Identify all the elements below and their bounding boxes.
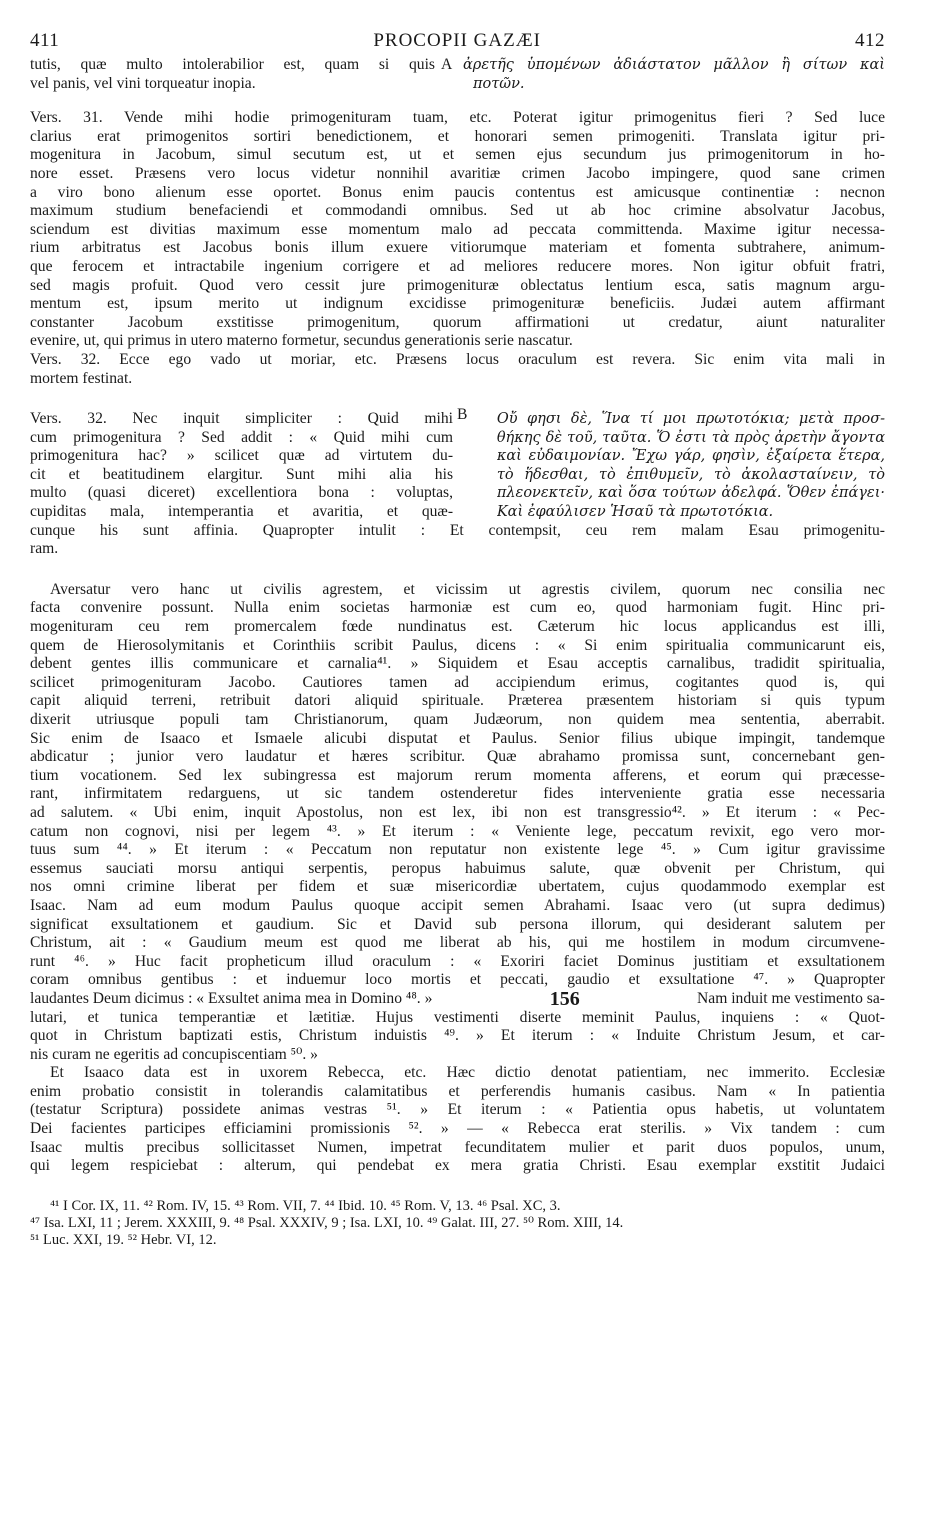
text-line: Vers. 31. Vende mihi hodie primogenituram tuam, etc. Poterat igitur primogenitus fieri ? Sed luce — [30, 109, 885, 127]
text-line: rium arbitratus est Jacobus bonis illum exuere vitiorumque materiam et fomenta subtrahere, animum- — [30, 239, 885, 257]
text-line: constanter Jacobum exstitisse primogenitum, quorum affirmationi ut credatur, aiunt naturaliter — [30, 313, 885, 331]
greek-line: καὶ εὐδαιμονίαν. Ἔχω γάρ, φησὶν, ἐξαίρετα ἕτερα, — [496, 448, 885, 465]
top-greek-line: ἀρετῆς ὑπομένων ἀδιάστατον μᾶλλον ἢ σίτων καὶ — [463, 57, 885, 73]
text-line: significat exsultationem et gaudium. Sic et David sub persona illorum, qui desiderant salutem per — [30, 915, 885, 933]
vers-32a-paragraph — [30, 351, 885, 388]
top-greek-column — [463, 56, 885, 93]
text-line: sciendum est divitias maximum esse momentum malo ad peccata committenda. Maxime igitur necessa- — [30, 220, 885, 238]
latin-line: primogenitura hac? » scilicet quæ ad virtutem du- — [30, 447, 454, 465]
footnote-line: ⁵¹ Luc. XXI, 19. ⁵² Hebr. VI, 12. — [30, 1231, 217, 1248]
greek-line: Οὔ φησι δὲ, Ἵνα τί μοι πρωτοτόκια; μετὰ προσ- — [496, 411, 885, 428]
text-line: coram omnibus gentibus : et induemur loco mortis et peccati, gaudio et exsultatione ⁴⁷. » Quapropter — [30, 971, 885, 989]
top-latin-line: tutis, quæ multo intolerabilior est, quam si quis — [30, 56, 435, 73]
latin-line: Vers. 32. Nec inquit simpliciter : Quid mihi — [30, 410, 454, 428]
greek-line: πλεονεκτεῖν, καὶ ὅσα τούτων ἀδελφά. Ὅθεν ἐπάγει· — [496, 485, 885, 502]
text-line: (testatur Scriptura) possidete animas vestras ⁵¹. » Et iterum : « Patientia opus habetis, ut voluntatem — [30, 1101, 885, 1119]
text-line: nos omni crimine liberat per fidem et suæ misericordiæ ubertatem, cujus quodammodo exemplar est — [30, 878, 885, 896]
text-line: quot in Christum baptizati estis, Christum induistis ⁴⁹. » Et iterum : « Induite Christum Jesum, et car- — [30, 1027, 885, 1045]
text-line: a viro bono alienum esse oportet. Bonus enim paucis contentus est amicusque continentiæ : necnon — [30, 183, 885, 201]
latin-line: multo (quasi diceret) excellentiora bona : voluptas, — [30, 484, 454, 502]
text-line: nis curam ne egeritis ad concupiscentiam ⁵⁰. » — [30, 1045, 318, 1063]
column-marker-b: B — [457, 406, 468, 424]
text-line: Christum, ait : « Gaudium meum est quod me liberat ab his, qui me hostilem in modum circumvene- — [30, 934, 885, 952]
page-number-left: 411 — [30, 30, 60, 51]
text-line: ad salutem. « Ubi enim, inquit Apostolus, non est lex, ibi non est transgressio⁴². » Et iterum : « Pec- — [30, 803, 885, 821]
top-parallel-text — [30, 56, 885, 93]
top-latin-column — [30, 56, 435, 93]
text-line: rant, infirmitatem redarguens, ut sic tandem ostenderetur fides interveniente gratia esse necessaria — [30, 785, 885, 803]
text-fragment: Nam induit me vestimento sa- — [697, 989, 885, 1007]
latin-line: cum primogenitura ? Sed addit : « Quid mihi cum — [30, 428, 454, 446]
text-line: qui legem respiciebat : alterum, qui pendebat ex mera gratia Christi. Esau exemplar exstitit Judaici — [30, 1157, 885, 1175]
text-line: que ferocem et intractabile ingenium corrigere et ad meliores reducere mores. Non igitur obfuit fratri, — [30, 257, 885, 275]
text-line: Dei facientes participes efficiamini promissionis ⁵². » — « Rebecca erat sterilis. » Vix tandem : cum — [30, 1120, 885, 1138]
text-line: ram. — [30, 540, 59, 558]
footnote-line: ⁴¹ I Cor. IX, 11. ⁴² Rom. IV, 15. ⁴³ Rom. VII, 7. ⁴⁴ Ibid. 10. ⁴⁵ Rom. V, 13. ⁴⁶ Psal. XC, 3. — [50, 1197, 561, 1214]
text-line: capit aliquid terreni, retribuit datori aliquid spirituale. Præterea præsentem historiam si quis typum — [30, 692, 885, 710]
running-title: PROCOPII GAZÆI — [373, 30, 541, 51]
vers-32b-parallel-text — [30, 406, 885, 522]
text-line: runt ⁴⁶. » Huc facit propheticum illud oraculum : « Exoriri faciet Dominus justitiam et exsultationem — [30, 952, 885, 970]
text-line: evenire, ut, qui primus in utero materno formetur, secundus generationis serie nascatur. — [30, 332, 573, 350]
column-marker-a: A — [441, 56, 453, 73]
text-line: Isaac. Nam ad eum modum Paulus quoque accipit semen Abrahami. Isaac vero (ut supra dedimus) — [30, 896, 885, 914]
text-line: mogenituram ceu rem promercalem fœde nundinatus est. Cæterum hic locus applicandus est illi, — [30, 618, 885, 636]
latin-line: cupiditas mala, intemperantia et avaritia, et quæ- — [30, 503, 454, 521]
latin-column — [30, 410, 453, 522]
text-line: clarius erat primogenitos sortiri benedictionem, et honorari semen primogeniti. Translata igitur pri- — [30, 127, 885, 145]
vers-31-paragraph — [30, 109, 885, 351]
text-line: tium vocationem. Sed lex subingressa est majorum rerum momenta afferens, et eorum qui præcesse- — [30, 766, 885, 784]
text-line: Sic enim de Isaaco et Ismaele alicubi disputat et Paulus. Senior filius ubique impingit, tandemque — [30, 729, 885, 747]
text-line-with-column-number — [30, 990, 885, 1009]
footnote-line: ⁴⁷ Isa. LXI, 11 ; Jerem. XXXIII, 9. ⁴⁸ Psal. XXXIV, 9 ; Isa. LXI, 10. ⁴⁹ Galat. III, 27. ⁵⁰ Rom. XIII, 14. — [30, 1214, 624, 1231]
text-line: essemus sauciati morsu antiqui serpentis, peropus habuimus salute, quæ obvenit per Christum, qui — [30, 859, 885, 877]
text-line: facta convenire possunt. Nulla enim societas harmoniæ est cum eo, quod harmoniam fugit. Hinc pri- — [30, 599, 885, 617]
text-line: Vers. 32. Ecce ego vado ut moriar, etc. Præsens locus oraculum est revera. Sic enim vita mali in — [30, 350, 885, 368]
page — [30, 30, 885, 1249]
page-number-right: 412 — [855, 30, 885, 51]
text-line: quem de Hierosolymitanis et Corinthiis scribit Paulus, dicens : « Si enim spiritualia communicarunt eis, — [30, 636, 885, 654]
greek-line: Καὶ ἐφαύλισεν Ἡσαῦ τὰ πρωτοτόκια. — [496, 504, 774, 521]
body-paragraph — [30, 581, 885, 1064]
footnotes — [30, 1198, 885, 1249]
top-greek-line: ποτῶν. — [473, 75, 525, 92]
text-line: mortem festinat. — [30, 369, 133, 387]
greek-line: θήκης δὲ τοῦ, ταῦτα. Ὅ ἐστι τὰ πρὸς ἀρετὴν ἄγοντα — [496, 429, 885, 446]
greek-line: τὸ ἥδεσθαι, τὸ ἐπιθυμεῖν, τὸ ἀκολασταίνειν, τὸ — [496, 466, 885, 483]
text-line: dixerit utriusque populi tam Christianorum, quam Judæorum, non quidem mea sententia, aberrabit. — [30, 711, 885, 728]
text-line: Aversatur vero hanc ut civilis agrestem, et vicissim ut agrestis civilem, quorum nec consilia nec — [50, 580, 885, 598]
rebecca-paragraph — [30, 1064, 885, 1176]
text-line: nore esset. Præsens vero locus videtur nonnihil avaritiæ crimen Jacobo impingere, quod sane crimen — [30, 164, 885, 182]
page-header — [30, 30, 885, 56]
top-latin-line: vel panis, vel vini torqueatur inopia. — [30, 74, 256, 92]
text-line: debent gentes illis communicare et carnalia⁴¹. » Siquidem et Esau acceptis carnalibus, tradidit spiritualia, — [30, 655, 885, 673]
text-line: enim probatio consistit in tolerandis calamitatibus et perferendis humanis casibus. Nam « In patientia — [30, 1082, 885, 1100]
text-line: lutari, et tunica temperantiæ et lætitiæ. Hujus vestimenti diserte meminit Paulus, inquiens : « Quot- — [30, 1008, 885, 1026]
text-line: mogenitura in Jacobum, simul secutum est, ut et semen ejus secundum jus primogenitorum in ho- — [30, 146, 885, 164]
text-fragment: laudantes Deum dicimus : « Exsultet anima mea in Domino ⁴⁸. » — [30, 989, 433, 1007]
greek-column — [497, 410, 885, 522]
latin-line: cit et beatitudinem elargitur. Sunt mihi alia his — [30, 465, 454, 483]
vers-32b-tail — [30, 522, 885, 559]
text-line: maximum studium benefaciendi et commodandi omnibus. Sed ut ab hoc crimine absolvatur Jacobus, — [30, 202, 885, 220]
text-line: sed magis profuit. Quod vero cessit jure primogenituræ oblectatus lentium esca, satis magnum argu- — [30, 276, 885, 294]
text-line: mentum est, ipsum merito ut indignum excidisse primogenituræ beneficiis. Judæi autem affirmant — [30, 295, 885, 313]
text-line: Et Isaaco data est in uxorem Rebecca, etc. Hæc dictio denotat patientiam, nec immerito. Ecclesiæ — [50, 1064, 885, 1082]
text-line: scilicet primogenituram Jacobo. Cautiores tamen ad accipiendum erimus, cogitantes quod is, qui — [30, 673, 885, 691]
text-line: catum non cognovi, nisi per legem ⁴³. » Et iterum : « Veniente lege, peccatum revixit, ego vero mor- — [30, 822, 885, 840]
column-number: 156 — [549, 989, 580, 1009]
text-line: Isaac multis precibus sollicitasset Numen, impetrat fecunditatem mulier et parit duos populos, unum, — [30, 1138, 885, 1156]
text-line: cunque his sunt affinia. Quapropter intulit : Et contempsit, ceu rem malam Esau primogenitu- — [30, 521, 885, 539]
text-line: abdicatur ; junior vero laudatur et hæres scribitur. Quæ abrahamo promissa sunt, concernebant gen- — [30, 748, 885, 766]
text-line: tuus sum ⁴⁴. » Et iterum : « Peccatum non reputatur non existente lege ⁴⁵. » Cum igitur gravissime — [30, 841, 885, 859]
